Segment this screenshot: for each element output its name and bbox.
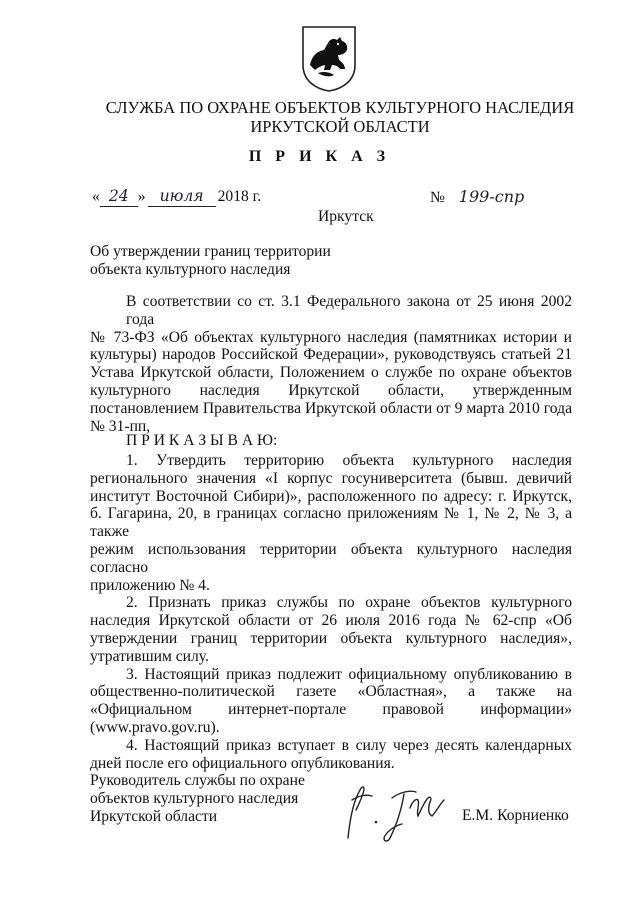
preamble-line: культуры) народов Российской Федерации», руководствуясь статьей 21 bbox=[90, 346, 572, 364]
item-line: б. Гагарина, 20, в границах согласно приложениям № 1, № 2, № 3, а также bbox=[90, 505, 572, 541]
item-line: 1. Утвердить территорию объекта культурного наследия bbox=[126, 452, 572, 469]
item-line: институт Восточной Сибири)», расположенного по адресу: г. Иркутск, bbox=[90, 487, 572, 505]
preamble-line: № 73-ФЗ «Об объектах культурного наследия (памятниках истории и bbox=[90, 328, 572, 346]
item-line: утратившим силу. bbox=[90, 647, 209, 665]
item-line: 2. Признать приказ службы по охране объектов культурного bbox=[126, 594, 572, 612]
item-line: регионального значения «I корпус госуниверситета (бывш. девичий bbox=[90, 469, 572, 487]
number-value: 199-спр bbox=[458, 187, 525, 206]
preamble-line: № 31-пп, bbox=[90, 417, 151, 435]
date-quote-open: « bbox=[92, 188, 100, 205]
coat-of-arms-icon bbox=[300, 25, 358, 93]
org-name-line1: СЛУЖБА ПО ОХРАНЕ ОБЪЕКТОВ КУЛЬТУРНОГО НАСЛЕДИЯ bbox=[105, 98, 575, 117]
item-line: 4. Настоящий приказ вступает в силу через десять календарных bbox=[126, 736, 572, 754]
signatory-name: Е.М. Корниенко bbox=[462, 807, 569, 824]
signatory-title-line3: Иркутской области bbox=[90, 807, 218, 825]
signatory-title bbox=[90, 772, 305, 825]
date-month: июля bbox=[148, 188, 216, 207]
preamble-line: культурного наследия Иркутской области, утвержденным bbox=[90, 381, 572, 399]
item-line: утверждении границ территории объекта культурного наследия», bbox=[90, 629, 572, 647]
date-day: 24 bbox=[100, 188, 138, 207]
subject bbox=[90, 243, 331, 279]
preamble-line: В соответствии со ст. 3.1 Федерального закона от 25 июня 2002 года bbox=[126, 293, 572, 328]
document-type: П Р И К А З bbox=[248, 148, 391, 165]
item-line: 3. Настоящий приказ подлежит официальному опубликованию в bbox=[126, 665, 572, 683]
signatory-title-line2: объектов культурного наследия bbox=[90, 789, 299, 807]
preamble-line: Устава Иркутской области, Положением о службе по охране объектов bbox=[90, 364, 572, 382]
org-name-line2: ИРКУТСКОЙ ОБЛАСТИ bbox=[250, 117, 430, 136]
order-items bbox=[90, 452, 572, 772]
signatory-title-line1: Руководитель службы по охране bbox=[90, 772, 305, 789]
item-line: общественно-политической газете «Областная», а также на bbox=[90, 683, 572, 701]
subject-line2: объекта культурного наследия bbox=[90, 260, 291, 278]
preamble-line: постановлением Правительства Иркутской области от 9 марта 2010 года bbox=[90, 399, 572, 417]
order-number bbox=[430, 188, 524, 207]
item-line: режим использования территории объекта культурного наследия согласно bbox=[90, 540, 572, 576]
item-line: (www.pravo.gov.ru). bbox=[90, 718, 220, 736]
subject-line1: Об утверждении границ территории bbox=[90, 243, 331, 260]
city: Иркутск bbox=[318, 208, 374, 225]
item-line: «Официальном интернет-портале правовой информации» bbox=[90, 701, 572, 719]
item-line: дней после его официального опубликования. bbox=[90, 754, 395, 772]
order-date bbox=[92, 188, 261, 207]
date-year: 2018 г. bbox=[217, 188, 262, 205]
handwritten-signature bbox=[340, 778, 460, 848]
order-word: П Р И К А З Ы В А Ю: bbox=[126, 432, 278, 449]
item-line: наследия Иркутской области от 26 июля 2016 года № 62-спр «Об bbox=[90, 612, 572, 630]
preamble bbox=[90, 293, 572, 435]
number-label: № bbox=[430, 189, 445, 206]
item-line: приложению № 4. bbox=[90, 576, 210, 594]
date-quote-close: » bbox=[137, 188, 146, 205]
